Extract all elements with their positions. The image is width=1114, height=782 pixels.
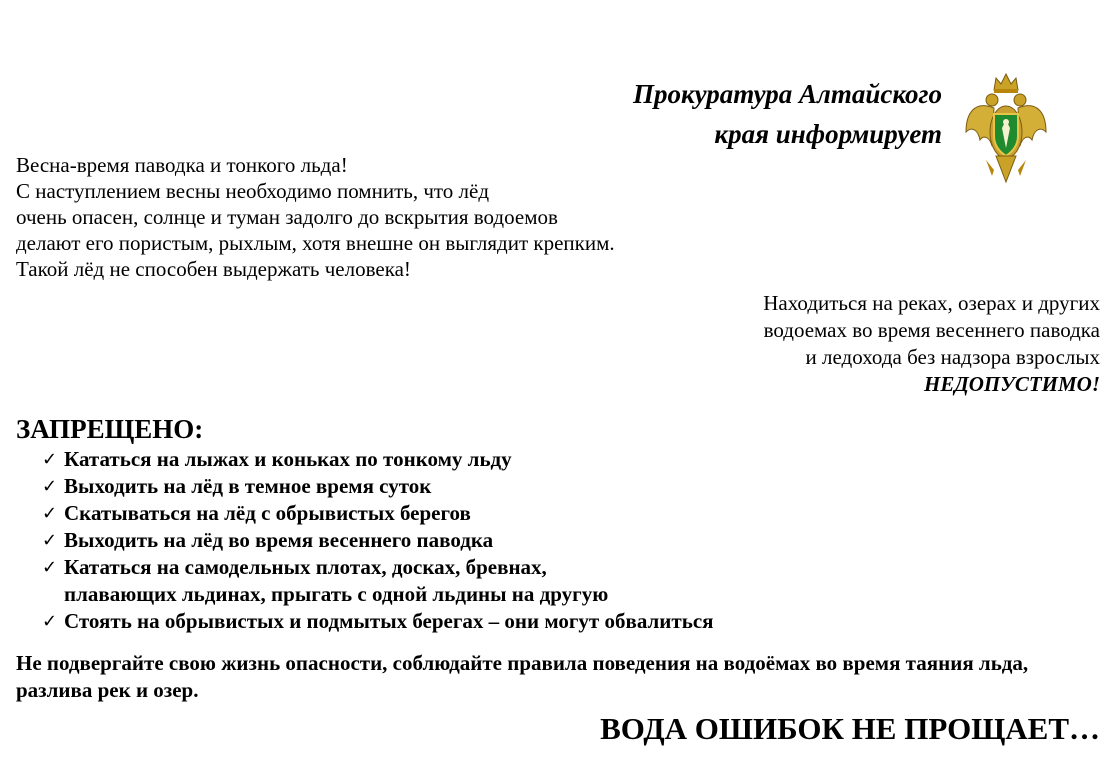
checkmark-icon: ✓ xyxy=(42,476,58,497)
prohibited-list xyxy=(42,446,714,635)
list-item xyxy=(42,527,714,554)
intro-line: Такой лёд не способен выдержать человека! xyxy=(16,257,411,281)
warning-line: и ледохода без надзора взрослых xyxy=(805,345,1100,369)
list-item-text: плавающих льдинах, прыгать с одной льдины на другую xyxy=(64,582,609,606)
safety-advice: Не подвергайте свою жизнь опасности, соблюдайте правила поведения на водоёмах во время таяния льда, разлива рек и озер. xyxy=(16,651,1029,702)
list-item xyxy=(42,446,714,473)
list-item-text: Кататься на самодельных плотах, досках, бревнах, xyxy=(64,555,547,579)
intro-line: делают его пористым, рыхлым, хотя внешне он выглядит крепким. xyxy=(16,231,615,255)
list-item-text: Выходить на лёд в темное время суток xyxy=(64,474,432,498)
intro-text xyxy=(16,152,615,282)
intro-line: очень опасен, солнце и туман задолго до вскрытия водоемов xyxy=(16,205,558,229)
list-item-text: Выходить на лёд во время весеннего паводка xyxy=(64,528,494,552)
header-title-line1: Прокуратура Алтайского xyxy=(632,79,942,109)
list-item xyxy=(42,500,714,527)
prosecutor-emblem-icon xyxy=(964,70,1048,186)
warning-line: водоемах во время весеннего паводка xyxy=(763,318,1100,342)
header-title-line2: края информирует xyxy=(714,119,942,149)
list-item xyxy=(42,608,714,635)
intro-line: С наступлением весны необходимо помнить, что лёд xyxy=(16,179,490,203)
list-item-text: Кататься на лыжах и коньках по тонкому льду xyxy=(64,447,512,471)
list-item-text: Скатываться на лёд с обрывистых берегов xyxy=(64,501,471,525)
closing-slogan: ВОДА ОШИБОК НЕ ПРОЩАЕТ… xyxy=(600,711,1100,746)
intro-line: Весна-время паводка и тонкого льда! xyxy=(16,153,348,177)
checkmark-icon: ✓ xyxy=(42,503,58,524)
checkmark-icon: ✓ xyxy=(42,530,58,551)
list-item-text: Стоять на обрывистых и подмытых берегах – они могут обвалиться xyxy=(64,609,714,633)
list-item xyxy=(42,473,714,500)
list-item xyxy=(42,554,714,581)
checkmark-icon: ✓ xyxy=(42,557,58,578)
prohibited-heading: ЗАПРЕЩЕНО: xyxy=(16,414,204,444)
supervision-warning xyxy=(763,290,1100,398)
list-item-continuation xyxy=(42,581,714,608)
warning-emphasis: НЕДОПУСТИМО! xyxy=(924,372,1100,396)
checkmark-icon: ✓ xyxy=(42,611,58,632)
header-title xyxy=(633,74,942,154)
checkmark-icon: ✓ xyxy=(42,449,58,470)
warning-line: Находиться на реках, озерах и других xyxy=(763,291,1100,315)
